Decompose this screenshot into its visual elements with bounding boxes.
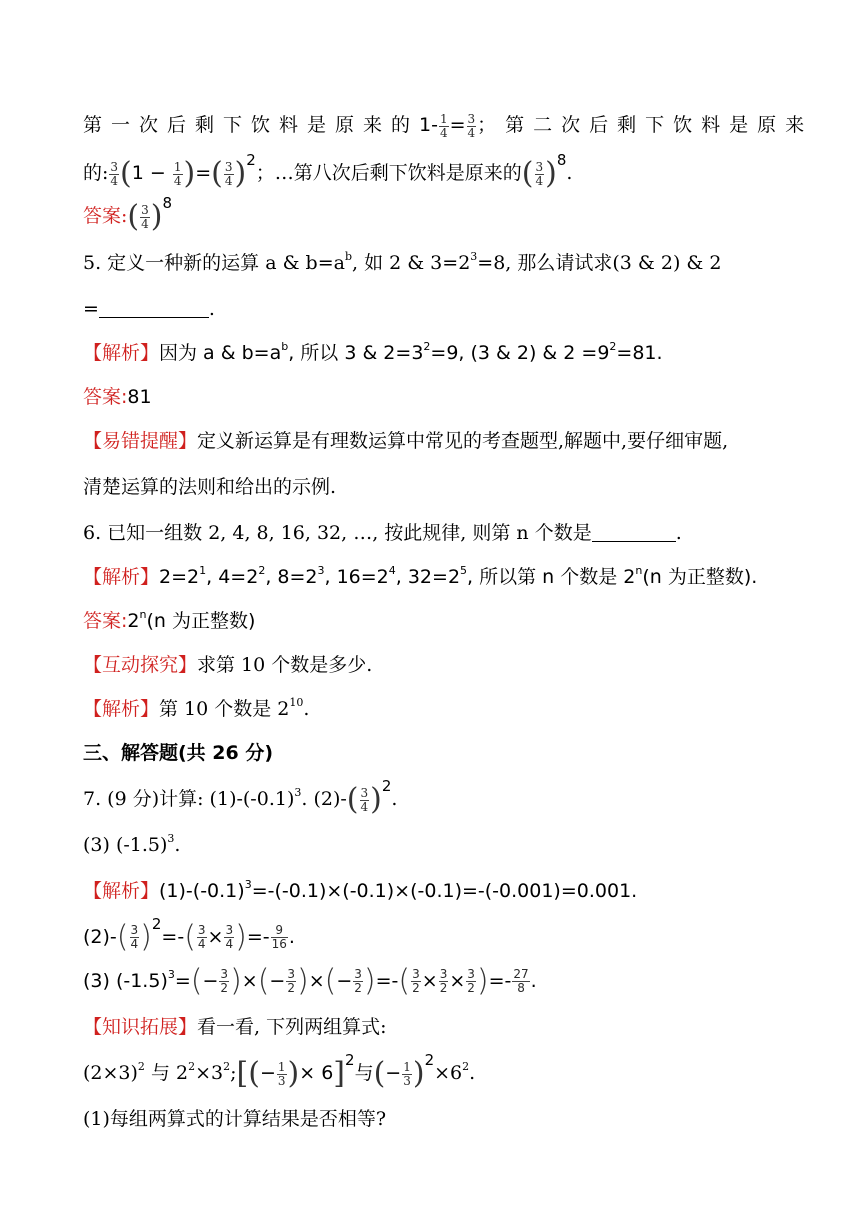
one: 1 <box>131 162 144 184</box>
num: 27 <box>513 967 529 981</box>
den: 4 <box>130 937 139 951</box>
times: × <box>308 970 325 992</box>
q5-text-b: , 如 2 & 3=2 <box>351 252 471 274</box>
close-paren: ) <box>363 963 376 999</box>
superscript: n <box>139 608 147 621</box>
superscript: n <box>635 564 643 577</box>
close-paren: ) <box>412 1056 425 1091</box>
close-bracket: ] <box>333 1056 346 1091</box>
times: × <box>449 970 466 992</box>
analysis-7 <box>83 878 637 904</box>
text-l1a: 第一次后剩下饮料是原来的 <box>83 114 420 136</box>
hint-text-b: 清楚运算的法则和给出的示例. <box>83 476 337 498</box>
answer-line-4 <box>83 194 173 234</box>
exponent: 2 <box>381 777 392 795</box>
t: 2=2 <box>159 566 200 588</box>
t: =- <box>246 926 270 948</box>
text-line-2 <box>83 151 573 191</box>
close-paren: ) <box>183 156 196 191</box>
t: (2×3) <box>83 1062 138 1084</box>
t: × 6 <box>299 1062 334 1084</box>
equals: = <box>449 114 466 136</box>
fraction <box>286 968 296 995</box>
den: 4 <box>439 125 448 140</box>
t: 7. (9 分)计算: (1)-(-0.1) <box>83 788 295 810</box>
question-5 <box>83 250 721 276</box>
den: 4 <box>141 216 149 231</box>
period: . <box>530 970 537 992</box>
superscript: 2 <box>462 1060 470 1073</box>
fraction <box>512 968 529 995</box>
open-paren: ( <box>324 963 337 999</box>
den: 4 <box>225 937 234 951</box>
answer-label: 答案: <box>83 610 128 632</box>
close-paren: ) <box>476 963 489 999</box>
num: 3 <box>535 159 544 174</box>
t: (n 为正整数). <box>642 566 758 588</box>
error-hint-5 <box>83 428 728 454</box>
fraction <box>130 924 140 951</box>
exponent: 8 <box>162 194 173 212</box>
close-paren: ) <box>545 156 557 191</box>
t: =- <box>161 926 185 948</box>
t: , 8=2 <box>265 566 318 588</box>
j5-text-b: , 所以 3 & 2=3 <box>288 342 424 364</box>
superscript: 3 <box>167 968 175 981</box>
t: , 32=2 <box>395 566 461 588</box>
superscript: 2 <box>223 1060 231 1073</box>
knowledge-ext <box>83 1014 387 1040</box>
t: 看一看, 下列两组算式: <box>197 1016 387 1038</box>
superscript: 3 <box>244 878 252 891</box>
den: 16 <box>271 937 287 951</box>
t: (3) (-1.5) <box>83 970 168 992</box>
analysis-tag: 【解析】 <box>83 698 160 720</box>
fraction-3-4 <box>140 204 150 231</box>
error-hint-tag: 【易错提醒】 <box>83 430 198 452</box>
answer-6 <box>83 608 255 634</box>
den: 4 <box>535 173 544 188</box>
times: × <box>207 926 224 948</box>
superscript: 3 <box>317 564 325 577</box>
open-bracket: [ <box>236 1056 249 1091</box>
fraction <box>402 1061 412 1088</box>
num: 3 <box>130 923 139 937</box>
open-paren: ( <box>257 963 270 999</box>
exponent: 8 <box>556 151 567 169</box>
explore-6 <box>83 652 372 678</box>
open-paren: ( <box>116 919 129 955</box>
close-paren: ) <box>287 1056 300 1091</box>
superscript: 3 <box>470 250 478 263</box>
period: . <box>391 788 398 810</box>
num: 1 <box>277 1059 286 1074</box>
num: 1 <box>173 159 182 174</box>
superscript: 4 <box>388 564 396 577</box>
fraction <box>197 924 207 951</box>
open-paren: ( <box>120 156 132 191</box>
superscript: 2 <box>423 340 431 353</box>
den: 8 <box>517 981 525 995</box>
superscript: 3 <box>167 832 175 845</box>
times: × <box>421 970 438 992</box>
exponent: 2 <box>151 915 162 933</box>
times: × <box>241 970 258 992</box>
analysis-tag: 【解析】 <box>83 342 160 364</box>
close-paren: ) <box>140 919 152 955</box>
exponent: 2 <box>424 1051 435 1069</box>
t: (1)-(-0.1) <box>159 880 245 902</box>
answer-label: 答案: <box>83 386 128 408</box>
fraction <box>271 924 288 951</box>
den: 3 <box>277 1073 286 1088</box>
explore-tag: 【互动探究】 <box>83 654 198 676</box>
open-paren: ( <box>190 963 203 999</box>
num: 3 <box>439 967 448 981</box>
close-paren: ) <box>230 963 242 999</box>
question-5-cont <box>83 296 215 322</box>
hint-text-a: 定义新运算是有理数运算中常见的考查题型,解题中,要仔细审题, <box>197 430 729 452</box>
t: , 所以第 n 个数是 2 <box>467 566 636 588</box>
t: 与 <box>354 1062 374 1084</box>
t: , 16=2 <box>324 566 389 588</box>
den: 4 <box>197 937 206 951</box>
superscript: b <box>344 250 352 263</box>
superscript: 2 <box>188 1060 196 1073</box>
knowledge-question-1 <box>83 1106 386 1132</box>
section-heading <box>83 740 273 766</box>
fraction <box>466 968 476 995</box>
answer-label: 答案: <box>83 205 128 227</box>
fraction-1-4 <box>439 113 449 140</box>
fraction <box>277 1061 287 1088</box>
fraction-3-4 <box>109 161 119 188</box>
superscript: 2 <box>137 1060 145 1073</box>
t: (1)每组两算式的计算结果是否相等? <box>83 1108 387 1130</box>
num: 3 <box>225 923 234 937</box>
knowledge-tag: 【知识拓展】 <box>83 1016 198 1038</box>
fraction <box>219 968 229 995</box>
period: . <box>174 834 181 856</box>
q5-text-c: =8, 那么请试求(3 & 2) & 2 <box>477 252 722 274</box>
section-title: 三、解答题(共 26 分) <box>83 742 274 764</box>
text-l2a: 的: <box>83 162 109 184</box>
minus: − <box>149 162 166 184</box>
exponent: 2 <box>345 1051 355 1069</box>
superscript: 1 <box>199 564 207 577</box>
close-paren: ) <box>234 156 247 191</box>
fraction <box>224 924 234 951</box>
q6-text: 6. 已知一组数 2, 4, 8, 16, 32, …, 按此规律, 则第 n 个数是 <box>83 522 592 544</box>
equals: = <box>195 162 212 184</box>
superscript: 2 <box>258 564 266 577</box>
open-paren: ( <box>521 156 534 191</box>
den: 2 <box>439 981 448 995</box>
knowledge-ext-formulas: $(2\times 3)^2$ 与 $2^2\times 3^2;[(-$ $\frac{1}{3}$ )× 6]$^2$与(− $\frac{1}{3}$ )$^2\times 6^2$. <box>83 1051 476 1091</box>
superscript: 10 <box>289 696 304 709</box>
question-7-part3 <box>83 832 180 858</box>
exponent: 2 <box>246 151 256 169</box>
num: 3 <box>110 159 119 174</box>
den: 2 <box>354 981 362 995</box>
superscript: 2 <box>609 340 617 353</box>
num: 3 <box>141 202 149 217</box>
num: 3 <box>467 111 476 126</box>
den: 2 <box>467 981 475 995</box>
open-paren: ( <box>248 1056 260 1091</box>
num: 9 <box>271 924 288 938</box>
open-paren: ( <box>127 199 140 234</box>
superscript: b <box>281 340 289 353</box>
fraction-3-4 <box>360 787 370 814</box>
den: 3 <box>403 1073 411 1088</box>
num: 1 <box>439 111 448 126</box>
num: 3 <box>220 967 229 981</box>
t: . <box>303 698 310 720</box>
text-line-1 <box>83 112 813 140</box>
num: 3 <box>354 967 362 981</box>
t: 与 2 <box>144 1062 189 1084</box>
t: =- <box>375 970 399 992</box>
period: . <box>288 926 295 948</box>
answer-5 <box>83 384 152 410</box>
question-6 <box>83 520 682 546</box>
period: . <box>208 298 215 320</box>
superscript: 5 <box>460 564 468 577</box>
close-paren: ) <box>370 782 382 817</box>
den: 2 <box>220 981 229 995</box>
text-l1c: ；第二次后剩下饮料是原来 <box>477 114 814 136</box>
period: . <box>675 522 682 544</box>
analysis-7-part2 <box>83 915 295 955</box>
t: 2 <box>127 610 140 632</box>
t: ×3 <box>195 1062 224 1084</box>
fraction <box>411 968 421 995</box>
analysis-6b <box>83 696 309 722</box>
question-7 <box>83 777 398 817</box>
open-paren: ( <box>184 919 196 955</box>
j5-text-d: =81. <box>616 342 663 364</box>
fraction <box>353 968 363 995</box>
text-l2b: ；…第八次后剩下饮料是原来的 <box>255 162 522 184</box>
den: 2 <box>412 981 420 995</box>
text-l1b: 1- <box>419 114 438 136</box>
t: 第 10 个数是 2 <box>159 698 290 720</box>
num: 3 <box>287 967 295 981</box>
period: . <box>566 162 573 184</box>
fraction-3-4 <box>224 161 234 188</box>
q5-text-a: 5. 定义一种新的运算 a & b=a <box>83 252 345 274</box>
superscript: 3 <box>294 786 302 799</box>
t: (3) (-1.5) <box>83 834 168 856</box>
answer-blank[interactable] <box>99 299 209 318</box>
t: = <box>174 970 191 992</box>
open-paren: ( <box>398 963 411 999</box>
den: 4 <box>360 799 369 814</box>
t: , 4=2 <box>206 566 259 588</box>
num: 3 <box>360 785 369 800</box>
explore-text: 求第 10 个数是多少. <box>197 654 373 676</box>
error-hint-5-cont <box>83 474 336 500</box>
answer-value: 81 <box>127 386 152 408</box>
open-paren: ( <box>373 1056 386 1091</box>
fraction-3-4 <box>535 161 545 188</box>
analysis-7-part3: (3) $(-1.5)^3=(-$ $\frac{3}{2}$ )×(− $\frac{3}{2}$ )×(− $\frac{3}{2}$ )=-( $\frac{3}{2}$ × $\frac{3}{2}$ × $\frac{3}{2}$ )=- $\frac{27}{8}$ . <box>83 963 537 999</box>
den: 4 <box>173 173 182 188</box>
j5-text-c: =9, (3 & 2) & 2 =9 <box>430 342 610 364</box>
den: 2 <box>287 981 295 995</box>
open-paren: ( <box>346 782 359 817</box>
t: (n 为正整数) <box>146 610 256 632</box>
period: . <box>469 1062 476 1084</box>
t: ; <box>230 1062 237 1084</box>
t: ×6 <box>434 1062 463 1084</box>
q5-text-d: = <box>83 298 99 320</box>
analysis-5 <box>83 340 663 366</box>
analysis-tag: 【解析】 <box>83 566 160 588</box>
close-paren: ) <box>235 919 247 955</box>
den: 4 <box>110 173 119 188</box>
close-paren: ) <box>296 963 309 999</box>
den: 4 <box>224 173 233 188</box>
analysis-6 <box>83 564 757 590</box>
num: 3 <box>467 967 475 981</box>
fraction-1-4 <box>173 161 183 188</box>
num: 3 <box>197 923 206 937</box>
open-paren: ( <box>211 156 223 191</box>
num: 3 <box>412 967 420 981</box>
j5-text-a: 因为 a & b=a <box>159 342 282 364</box>
fraction <box>439 968 449 995</box>
num: 1 <box>403 1059 411 1074</box>
t: (2)- <box>83 926 117 948</box>
close-paren: ) <box>150 199 163 234</box>
t: =- <box>488 970 512 992</box>
fraction-3-4 <box>467 113 477 140</box>
t: =-(-0.1)×(-0.1)×(-0.1)=-(-0.001)=0.001. <box>251 880 638 902</box>
t: . (2)- <box>301 788 347 810</box>
answer-blank[interactable] <box>592 523 676 542</box>
analysis-tag: 【解析】 <box>83 880 160 902</box>
den: 4 <box>467 125 476 140</box>
num: 3 <box>224 159 233 174</box>
